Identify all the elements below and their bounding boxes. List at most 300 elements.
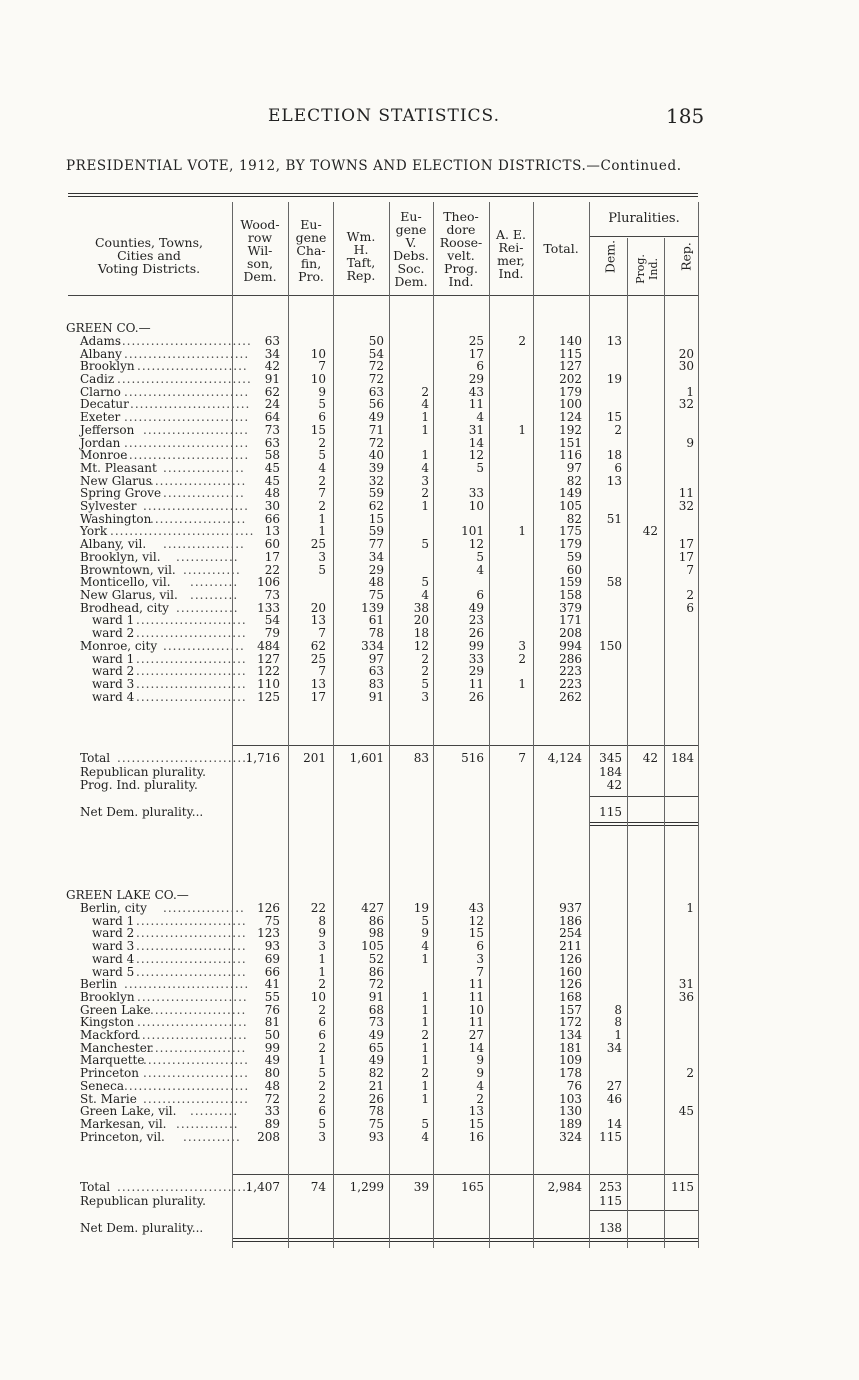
cell-total: 168	[559, 990, 582, 1004]
cell-taft: 39	[368, 461, 384, 475]
row-label: Kingston	[80, 1015, 135, 1029]
cell-wilson: 55	[264, 990, 280, 1004]
dot-leader: ..........................	[124, 347, 250, 361]
cell-debs: 4	[421, 461, 429, 475]
cell-rep: 1	[686, 385, 694, 399]
cell-chafin: 2	[318, 977, 326, 991]
rule	[590, 1210, 698, 1211]
cell-chafin: 13	[310, 613, 326, 627]
cell-chafin: 9	[318, 926, 326, 940]
row-label: Albany, vil.	[80, 537, 147, 551]
cell-roosevelt: 25	[468, 334, 484, 348]
cell-debs: 1	[421, 952, 429, 966]
cell-debs: 2	[421, 1028, 429, 1042]
cell-debs: 5	[421, 575, 429, 589]
dot-leader: ....................	[150, 512, 247, 526]
cell-wilson: 126	[257, 901, 280, 915]
cell-total: 151	[559, 436, 582, 450]
cell-chafin: 1	[318, 524, 326, 538]
cell-rep: 1	[686, 901, 694, 915]
cell-total: 186	[559, 914, 582, 928]
column-rule	[627, 238, 628, 1248]
cell-roosevelt: 15	[468, 926, 484, 940]
row-label: ward 5	[92, 965, 135, 979]
rule	[233, 1174, 698, 1175]
cell-chafin: 62	[310, 639, 326, 653]
cell-roosevelt: 33	[468, 652, 484, 666]
rule	[68, 295, 698, 296]
cell-reimer: 2	[518, 652, 526, 666]
cell-rep: 115	[671, 1180, 694, 1194]
cell-wilson: 133	[257, 601, 280, 615]
cell-prog: 42	[642, 524, 658, 538]
cell-dem: 51	[606, 512, 622, 526]
row-label: Cadiz	[80, 372, 115, 386]
cell-roosevelt: 101	[461, 524, 484, 538]
row-label: Brooklyn, vil.	[80, 550, 161, 564]
dot-leader: .......................	[136, 677, 247, 691]
dot-leader: .......................	[136, 926, 247, 940]
dot-leader: .................	[163, 901, 245, 915]
row-label: Green Lake, vil.	[80, 1104, 177, 1118]
cell-total: 82	[566, 474, 582, 488]
cell-dem: 8	[614, 1003, 622, 1017]
cell-total: 134	[559, 1028, 582, 1042]
cell-debs: 4	[421, 1130, 429, 1144]
row-label: Jordan	[80, 436, 121, 450]
cell-debs: 39	[413, 1180, 429, 1194]
dot-leader: .......................	[137, 990, 248, 1004]
row-label: Markesan, vil.	[80, 1117, 167, 1131]
county-name: GREEN CO.—	[66, 321, 151, 335]
cell-taft: 15	[368, 512, 384, 526]
cell-chafin: 25	[310, 537, 326, 551]
cell-chafin: 2	[318, 1003, 326, 1017]
cell-dem: 27	[606, 1079, 622, 1093]
cell-wilson: 64	[264, 410, 280, 424]
column-rule	[489, 202, 490, 1248]
cell-roosevelt: 12	[468, 537, 484, 551]
cell-rep: 184	[671, 751, 694, 765]
cell-wilson: 69	[264, 952, 280, 966]
cell-chafin: 22	[310, 901, 326, 915]
cell-roosevelt: 43	[468, 901, 484, 915]
cell-total: 59	[566, 550, 582, 564]
total-row	[0, 1181, 859, 1194]
cell-chafin: 2	[318, 1041, 326, 1055]
cell-wilson: 1,407	[245, 1180, 280, 1194]
cell-chafin: 20	[310, 601, 326, 615]
cell-roosevelt: 99	[468, 639, 484, 653]
cell-wilson: 1,716	[245, 751, 280, 765]
header-debs: Eu- gene V. Debs. Soc. Dem.	[393, 209, 429, 289]
dot-leader: ....................	[150, 1041, 247, 1055]
cell-wilson: 66	[264, 965, 280, 979]
header-reimer: A. E. Rei- mer, Ind.	[495, 227, 527, 281]
row-label: ward 2	[92, 664, 135, 678]
row-label: ward 3	[92, 939, 135, 953]
cell-debs: 18	[413, 626, 429, 640]
cell-dem: 253	[599, 1180, 622, 1194]
cell-wilson: 208	[257, 1130, 280, 1144]
row-label: York	[80, 524, 108, 538]
cell-wilson: 49	[264, 1053, 280, 1067]
dot-leader: ..........	[190, 575, 239, 589]
cell-total: 116	[559, 448, 582, 462]
cell-reimer: 1	[518, 677, 526, 691]
row-label: Monticello, vil.	[80, 575, 171, 589]
cell-wilson: 33	[264, 1104, 280, 1118]
cell-rep: 45	[678, 1104, 694, 1118]
cell-total: 76	[566, 1079, 582, 1093]
cell-chafin: 6	[318, 1104, 326, 1118]
cell-wilson: 127	[257, 652, 280, 666]
dot-leader: .......................	[136, 939, 247, 953]
cell-chafin: 5	[318, 563, 326, 577]
cell-total: 181	[559, 1041, 582, 1055]
cell-debs: 1	[421, 499, 429, 513]
cell-taft: 65	[368, 1041, 384, 1055]
dot-leader: ......................	[143, 1053, 249, 1067]
cell-debs: 2	[421, 652, 429, 666]
row-label: Adams	[80, 334, 122, 348]
cell-taft: 59	[368, 486, 384, 500]
dot-leader: ..........	[190, 1104, 239, 1118]
cell-wilson: 99	[264, 1041, 280, 1055]
dot-leader: .........................	[130, 397, 251, 411]
cell-total: 4,124	[547, 751, 582, 765]
column-rule	[433, 202, 434, 1248]
row-label: Princeton	[80, 1066, 139, 1080]
cell-wilson: 24	[264, 397, 280, 411]
cell-wilson: 54	[264, 613, 280, 627]
cell-chafin: 2	[318, 474, 326, 488]
cell-dem: 138	[599, 1221, 622, 1235]
cell-roosevelt: 4	[476, 563, 484, 577]
cell-roosevelt: 31	[468, 423, 484, 437]
cell-total: 175	[559, 524, 582, 538]
cell-debs: 3	[421, 474, 429, 488]
cell-roosevelt: 9	[476, 1066, 484, 1080]
column-rule	[389, 202, 390, 1248]
row-label: ward 2	[92, 926, 135, 940]
cell-taft: 72	[368, 359, 384, 373]
cell-wilson: 60	[264, 537, 280, 551]
double-rule	[590, 822, 698, 826]
cell-dem: 34	[606, 1041, 622, 1055]
cell-total: 82	[566, 512, 582, 526]
cell-wilson: 17	[264, 550, 280, 564]
cell-reimer: 1	[518, 423, 526, 437]
cell-roosevelt: 10	[468, 499, 484, 513]
dot-leader: .......................	[136, 914, 247, 928]
row-label: Brooklyn	[80, 359, 135, 373]
cell-roosevelt: 15	[468, 1117, 484, 1131]
cell-chafin: 6	[318, 1028, 326, 1042]
rule	[590, 796, 698, 797]
cell-rep: 31	[678, 977, 694, 991]
cell-dem: 184	[599, 765, 622, 779]
cell-wilson: 34	[264, 347, 280, 361]
cell-total: 324	[559, 1130, 582, 1144]
row-label: Decatur	[80, 397, 129, 411]
cell-total: 179	[559, 385, 582, 399]
table-row	[0, 1131, 859, 1144]
cell-total: 160	[559, 965, 582, 979]
cell-debs: 1	[421, 1053, 429, 1067]
page-number: 185	[666, 104, 705, 128]
dot-leader: .............	[176, 1117, 239, 1131]
cell-wilson: 89	[264, 1117, 280, 1131]
cell-total: 124	[559, 410, 582, 424]
cell-wilson: 123	[257, 926, 280, 940]
cell-debs: 5	[421, 914, 429, 928]
dot-leader: ..........................	[124, 977, 250, 991]
cell-roosevelt: 49	[468, 601, 484, 615]
cell-taft: 54	[368, 347, 384, 361]
dot-leader: ..........................	[124, 448, 250, 462]
cell-rep: 36	[678, 990, 694, 1004]
cell-total: 223	[559, 677, 582, 691]
cell-wilson: 76	[264, 1003, 280, 1017]
cell-roosevelt: 11	[468, 977, 484, 991]
cell-taft: 63	[368, 385, 384, 399]
cell-roosevelt: 516	[461, 751, 484, 765]
table-row	[0, 691, 859, 704]
cell-roosevelt: 12	[468, 448, 484, 462]
dot-leader: ..............................	[110, 524, 255, 538]
cell-wilson: 91	[264, 372, 280, 386]
page-header	[0, 106, 859, 130]
row-label: ward 4	[92, 952, 135, 966]
rule	[590, 236, 698, 237]
cell-total: 171	[559, 613, 582, 627]
row-label: Berlin	[80, 977, 118, 991]
cell-debs: 19	[413, 901, 429, 915]
cell-taft: 40	[368, 448, 384, 462]
cell-chafin: 5	[318, 397, 326, 411]
dot-leader: ..........................	[124, 1079, 250, 1093]
cell-wilson: 42	[264, 359, 280, 373]
cell-rep: 20	[678, 347, 694, 361]
cell-wilson: 79	[264, 626, 280, 640]
cell-chafin: 7	[318, 359, 326, 373]
cell-taft: 75	[368, 1117, 384, 1131]
cell-taft: 52	[368, 952, 384, 966]
cell-wilson: 62	[264, 385, 280, 399]
cell-total: 127	[559, 359, 582, 373]
row-label: ward 1	[92, 914, 135, 928]
double-rule	[68, 193, 698, 197]
cell-dem: 8	[614, 1015, 622, 1029]
cell-taft: 91	[368, 990, 384, 1004]
cell-chafin: 6	[318, 1015, 326, 1029]
cell-rep: 17	[678, 550, 694, 564]
row-label: Green Lake	[80, 1003, 151, 1017]
cell-taft: 86	[368, 914, 384, 928]
cell-total: 178	[559, 1066, 582, 1080]
header-plural-prog: Prog. Ind.	[634, 254, 660, 284]
dot-leader: .......................	[137, 1028, 248, 1042]
header-plural-rep: Rep.	[678, 242, 694, 271]
cell-roosevelt: 11	[468, 1015, 484, 1029]
cell-wilson: 125	[257, 690, 280, 704]
cell-taft: 68	[368, 1003, 384, 1017]
row-label: Exeter	[80, 410, 121, 424]
cell-taft: 1,601	[349, 751, 384, 765]
double-rule	[233, 1238, 698, 1242]
row-label: Mackford	[80, 1028, 139, 1042]
cell-debs: 5	[421, 677, 429, 691]
cell-taft: 49	[368, 1053, 384, 1067]
cell-total: 937	[559, 901, 582, 915]
cell-total: 140	[559, 334, 582, 348]
cell-rep: 2	[686, 1066, 694, 1080]
cell-taft: 49	[368, 1028, 384, 1042]
cell-total: 211	[559, 939, 582, 953]
cell-wilson: 48	[264, 486, 280, 500]
cell-total: 126	[559, 952, 582, 966]
cell-taft: 29	[368, 563, 384, 577]
cell-total: 208	[559, 626, 582, 640]
cell-roosevelt: 165	[461, 1180, 484, 1194]
dot-leader: .......................	[136, 652, 247, 666]
cell-taft: 105	[361, 939, 384, 953]
cell-total: 130	[559, 1104, 582, 1118]
column-rule	[698, 202, 699, 1248]
cell-wilson: 48	[264, 1079, 280, 1093]
cell-chafin: 2	[318, 499, 326, 513]
column-rule	[664, 238, 665, 1248]
header-chafin: Eu- gene Cha- fin, Pro.	[295, 217, 327, 284]
column-rule	[333, 202, 334, 1248]
cell-debs: 12	[413, 639, 429, 653]
cell-roosevelt: 43	[468, 385, 484, 399]
dot-leader: ..........................	[124, 436, 250, 450]
cell-taft: 63	[368, 664, 384, 678]
table-caption: PRESIDENTIAL VOTE, 1912, BY TOWNS AND ELECTION DISTRICTS.—Continued.	[66, 158, 682, 174]
column-rule	[288, 202, 289, 1248]
row-label: Total	[80, 1180, 111, 1194]
cell-chafin: 201	[303, 751, 326, 765]
cell-dem: 13	[606, 474, 622, 488]
cell-taft: 56	[368, 397, 384, 411]
cell-debs: 1	[421, 448, 429, 462]
plurality-row	[0, 779, 859, 792]
cell-taft: 48	[368, 575, 384, 589]
dot-leader: ..........................	[124, 385, 250, 399]
cell-roosevelt: 5	[476, 461, 484, 475]
cell-roosevelt: 10	[468, 1003, 484, 1017]
cell-dem: 2	[614, 423, 622, 437]
cell-dem: 19	[606, 372, 622, 386]
dot-leader: ..........................	[124, 410, 250, 424]
dot-leader: .......................	[137, 1015, 248, 1029]
cell-chafin: 7	[318, 664, 326, 678]
cell-wilson: 63	[264, 334, 280, 348]
cell-chafin: 1	[318, 1053, 326, 1067]
dot-leader: ............	[183, 563, 241, 577]
row-label: New Glarus, vil.	[80, 588, 178, 602]
cell-chafin: 10	[310, 990, 326, 1004]
cell-roosevelt: 16	[468, 1130, 484, 1144]
cell-taft: 97	[368, 652, 384, 666]
row-label: ward 4	[92, 690, 135, 704]
column-rule	[232, 202, 233, 1248]
header-wilson: Wood- row Wil- son, Dem.	[240, 217, 280, 284]
row-label: Net Dem. plurality...	[80, 1221, 204, 1235]
cell-wilson: 80	[264, 1066, 280, 1080]
dot-leader: .............	[176, 550, 239, 564]
cell-roosevelt: 9	[476, 1053, 484, 1067]
cell-roosevelt: 2	[476, 1092, 484, 1106]
cell-roosevelt: 7	[476, 965, 484, 979]
cell-wilson: 13	[264, 524, 280, 538]
cell-taft: 72	[368, 436, 384, 450]
cell-debs: 4	[421, 588, 429, 602]
cell-rep: 6	[686, 601, 694, 615]
cell-taft: 21	[368, 1079, 384, 1093]
cell-total: 115	[559, 347, 582, 361]
cell-chafin: 3	[318, 939, 326, 953]
cell-chafin: 10	[310, 347, 326, 361]
cell-taft: 75	[368, 588, 384, 602]
header-roosevelt: Theo- dore Roose- velt. Prog. Ind.	[439, 209, 483, 289]
row-label: Brodhead, city	[80, 601, 169, 615]
cell-dem: 18	[606, 448, 622, 462]
cell-chafin: 13	[310, 677, 326, 691]
cell-chafin: 15	[310, 423, 326, 437]
row-label: Manchester	[80, 1041, 153, 1055]
header-taft: Wm. H. Taft, Rep.	[346, 229, 376, 283]
cell-rep: 30	[678, 359, 694, 373]
cell-chafin: 5	[318, 1066, 326, 1080]
cell-roosevelt: 6	[476, 939, 484, 953]
dot-leader: .................	[163, 461, 245, 475]
cell-taft: 1,299	[349, 1180, 384, 1194]
cell-debs: 20	[413, 613, 429, 627]
cell-taft: 73	[368, 1015, 384, 1029]
cell-taft: 82	[368, 1066, 384, 1080]
cell-taft: 61	[368, 613, 384, 627]
cell-dem: 1	[614, 1028, 622, 1042]
cell-roosevelt: 23	[468, 613, 484, 627]
cell-wilson: 110	[257, 677, 280, 691]
cell-total: 105	[559, 499, 582, 513]
header-plural-dem: Dem.	[602, 239, 618, 274]
cell-roosevelt: 14	[468, 436, 484, 450]
cell-total: 172	[559, 1015, 582, 1029]
cell-total: 126	[559, 977, 582, 991]
cell-taft: 26	[368, 1092, 384, 1106]
dot-leader: ......................	[143, 499, 249, 513]
cell-dem: 14	[606, 1117, 622, 1131]
dot-leader: .......................	[136, 613, 247, 627]
cell-dem: 58	[606, 575, 622, 589]
cell-debs: 1	[421, 1079, 429, 1093]
cell-roosevelt: 17	[468, 347, 484, 361]
row-label: Republican plurality.	[80, 765, 206, 779]
cell-total: 158	[559, 588, 582, 602]
cell-debs: 2	[421, 486, 429, 500]
row-label: New Glarus	[80, 474, 152, 488]
dot-leader: .............	[176, 601, 239, 615]
cell-total: 179	[559, 537, 582, 551]
row-label: Spring Grove	[80, 486, 162, 500]
cell-wilson: 66	[264, 512, 280, 526]
cell-taft: 62	[368, 499, 384, 513]
cell-total: 149	[559, 486, 582, 500]
